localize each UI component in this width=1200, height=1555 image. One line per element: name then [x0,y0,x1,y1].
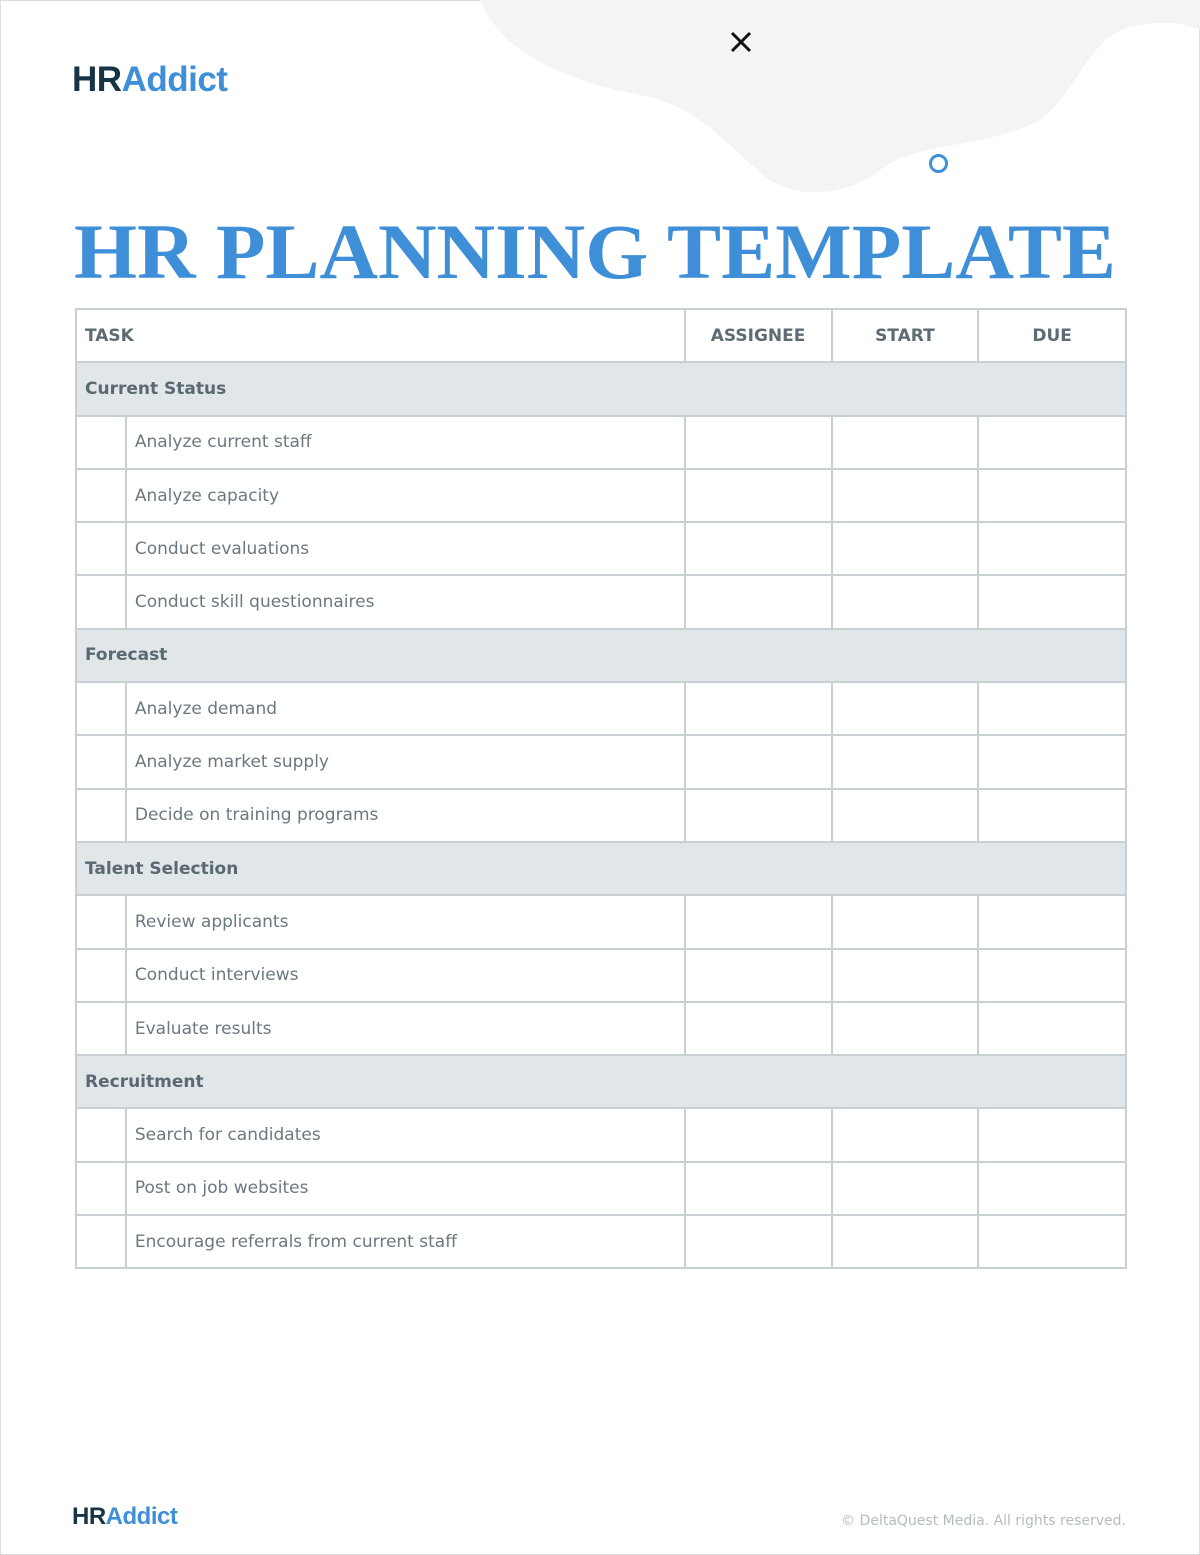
table-row [76,416,1126,469]
section-row [76,842,1126,895]
due-cell[interactable] [978,522,1126,575]
assignee-cell[interactable] [685,735,832,788]
assignee-cell[interactable] [685,416,832,469]
task-name: Analyze capacity [126,469,685,522]
table-row [76,1002,1126,1055]
section-row [76,362,1126,415]
checkbox-cell[interactable] [76,522,126,575]
logo-addict: Addict [105,1503,178,1530]
table-row [76,1108,1126,1161]
close-icon[interactable] [727,28,755,56]
assignee-cell[interactable] [685,895,832,948]
start-cell[interactable] [832,469,979,522]
assignee-cell[interactable] [685,1162,832,1215]
footer-logo [72,1503,177,1531]
checkbox-cell[interactable] [76,735,126,788]
assignee-cell[interactable] [685,1002,832,1055]
checkbox-cell[interactable] [76,789,126,842]
task-name: Encourage referrals from current staff [126,1215,685,1268]
task-name: Evaluate results [126,1002,685,1055]
task-name: Conduct interviews [126,949,685,1002]
checkbox-cell[interactable] [76,1002,126,1055]
start-cell[interactable] [832,416,979,469]
due-cell[interactable] [978,1108,1126,1161]
assignee-cell[interactable] [685,575,832,628]
start-cell[interactable] [832,1002,979,1055]
planning-table [75,308,1127,1269]
logo-hr: HR [72,60,122,99]
due-cell[interactable] [978,469,1126,522]
task-name: Conduct skill questionnaires [126,575,685,628]
assignee-cell[interactable] [685,682,832,735]
checkbox-cell[interactable] [76,416,126,469]
brand-logo [72,60,227,100]
table-row [76,522,1126,575]
task-name: Search for candidates [126,1108,685,1161]
section-row [76,629,1126,682]
due-cell[interactable] [978,949,1126,1002]
due-cell[interactable] [978,575,1126,628]
copyright: © DeltaQuest Media. All rights reserved. [841,1513,1126,1529]
task-name: Analyze demand [126,682,685,735]
due-cell[interactable] [978,1002,1126,1055]
title-text: HR PLANNING TEMPLATE [74,212,1116,292]
due-cell[interactable] [978,789,1126,842]
start-cell[interactable] [832,682,979,735]
due-cell[interactable] [978,1215,1126,1268]
checkbox-cell[interactable] [76,1215,126,1268]
task-name: Decide on training programs [126,789,685,842]
start-cell[interactable] [832,735,979,788]
section-row [76,1055,1126,1108]
header-task: TASK [76,309,685,362]
section-title: Forecast [76,629,1126,682]
section-title: Recruitment [76,1055,1126,1108]
table-row [76,949,1126,1002]
due-cell[interactable] [978,895,1126,948]
start-cell[interactable] [832,789,979,842]
header-due: DUE [978,309,1126,362]
assignee-cell[interactable] [685,522,832,575]
table-row [76,895,1126,948]
start-cell[interactable] [832,575,979,628]
task-name: Analyze market supply [126,735,685,788]
table-row [76,789,1126,842]
task-name: Analyze current staff [126,416,685,469]
assignee-cell[interactable] [685,949,832,1002]
task-name: Review applicants [126,895,685,948]
header-start: START [832,309,979,362]
checkbox-cell[interactable] [76,469,126,522]
table-header [76,309,1126,362]
start-cell[interactable] [832,1162,979,1215]
table-row [76,1215,1126,1268]
due-cell[interactable] [978,1162,1126,1215]
due-cell[interactable] [978,416,1126,469]
section-title: Current Status [76,362,1126,415]
decorative-blob [0,0,1200,200]
table-row [76,1162,1126,1215]
task-name: Conduct evaluations [126,522,685,575]
checkbox-cell[interactable] [76,949,126,1002]
assignee-cell[interactable] [685,469,832,522]
assignee-cell[interactable] [685,1108,832,1161]
task-name: Post on job websites [126,1162,685,1215]
logo-addict: Addict [121,60,228,99]
checkbox-cell[interactable] [76,1162,126,1215]
due-cell[interactable] [978,735,1126,788]
page-title [74,212,1124,292]
header-assignee: ASSIGNEE [685,309,832,362]
checkbox-cell[interactable] [76,1108,126,1161]
assignee-cell[interactable] [685,789,832,842]
table-row [76,682,1126,735]
start-cell[interactable] [832,522,979,575]
logo-hr: HR [72,1503,106,1530]
circle-icon [929,154,948,173]
start-cell[interactable] [832,1108,979,1161]
table-row [76,469,1126,522]
checkbox-cell[interactable] [76,682,126,735]
table-row [76,575,1126,628]
due-cell[interactable] [978,682,1126,735]
start-cell[interactable] [832,949,979,1002]
checkbox-cell[interactable] [76,575,126,628]
checkbox-cell[interactable] [76,895,126,948]
section-title: Talent Selection [76,842,1126,895]
start-cell[interactable] [832,1215,979,1268]
table-row [76,735,1126,788]
assignee-cell[interactable] [685,1215,832,1268]
start-cell[interactable] [832,895,979,948]
